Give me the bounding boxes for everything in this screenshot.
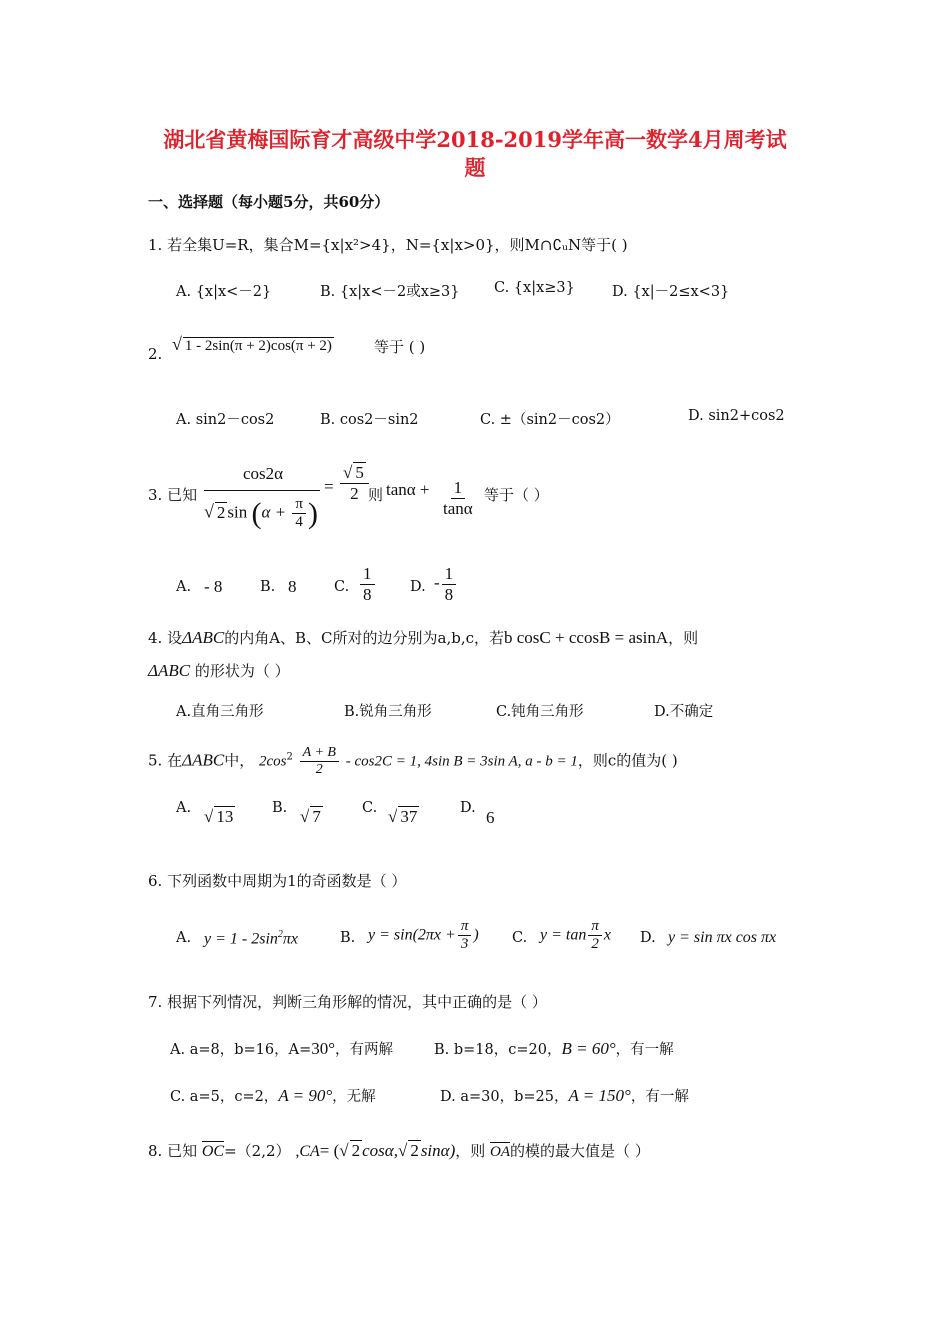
- question-2-number: 2.: [148, 345, 163, 363]
- question-4-line2: ΔABC 的形状为（ ）: [148, 661, 290, 680]
- question-3-option-c: $\frac{1}{8}$: [358, 564, 377, 604]
- question-7-option-d: D. a=30，b=25，A = 150°，有一解: [440, 1086, 689, 1105]
- question-1-option-c: C. {x|x≥3}: [494, 280, 575, 296]
- question-3-reciprocal: $\frac{1}{\tan\alpha}$: [443, 478, 473, 518]
- question-4-option-c: C.钝角三角形: [496, 704, 584, 720]
- question-2-option-a: A. sin2－cos2: [176, 412, 275, 428]
- question-6-option-b: y = sin(2πx + $\frac{\pi}{3}$ ): [368, 918, 479, 953]
- question-5-option-a-label: A.: [176, 800, 192, 816]
- question-3-fraction-bar: [204, 490, 320, 491]
- question-2-option-b: B. cos2－sin2: [320, 412, 419, 428]
- section-heading: 一、选择题（每小题5分，共60分）: [148, 193, 390, 211]
- question-6-option-c-label: C.: [512, 930, 528, 946]
- question-1-option-d: D. {x|－2≤x<3}: [612, 284, 730, 300]
- vector-oa: OA: [490, 1144, 511, 1160]
- document-title-line2: 题: [464, 155, 486, 180]
- question-6-option-c: y = tan $\frac{\pi}{2}$ x: [540, 918, 611, 953]
- question-5-option-d: 6: [486, 808, 495, 827]
- question-3-equals: =: [324, 477, 334, 496]
- question-2-expression: [172, 334, 334, 355]
- question-3-option-b-label: B.: [260, 579, 276, 595]
- question-1-option-a: A. {x|x<－2}: [176, 284, 272, 300]
- radical-sign-icon: √: [172, 334, 182, 354]
- question-4-option-d: D.不确定: [654, 704, 714, 720]
- question-6-option-d: y = sin πx cos πx: [668, 929, 777, 946]
- question-3-then: 则: [368, 486, 384, 504]
- question-3-tail: 等于（ ）: [484, 486, 549, 504]
- question-3-prefix: 3. 已知: [148, 486, 198, 504]
- question-6-option-d-label: D.: [640, 930, 656, 946]
- question-4-option-b: B.锐角三角形: [344, 704, 432, 720]
- question-7-option-c: C. a=5，c=2，A = 90°，无解: [170, 1086, 376, 1105]
- question-8-stem: 8. 已知 OC=（2,2） ,CA= (√ 2 cosα,√ 2 sinα)，则 OA的模的最大值是（ ）: [148, 1141, 650, 1160]
- question-6-option-b-label: B.: [340, 930, 356, 946]
- question-5-option-c: √ 37: [388, 807, 418, 826]
- question-2-radicand: 1 - 2sin(π + 2)cos(π + 2): [184, 338, 332, 354]
- question-2-tail: 等于 ( ): [374, 338, 426, 356]
- question-5-option-c-label: C.: [362, 800, 378, 816]
- question-3-option-a-label: A.: [176, 579, 192, 595]
- question-6-option-a: $y = 1 - 2\sin^2\pi x$: [204, 929, 299, 948]
- question-6-option-a-label: A.: [176, 930, 192, 946]
- question-3-rhs: $\frac{√ 5}{2}$: [338, 462, 371, 503]
- question-7-option-b: B. b=18，c=20，B = 60°，有一解: [434, 1039, 674, 1058]
- question-3-option-a: - 8: [204, 577, 223, 596]
- question-3-option-d: - $\frac{1}{8}$: [434, 564, 458, 604]
- document-title-line1: 湖北省黄梅国际育才高级中学2018-2019学年高一数学4月周考试: [163, 127, 787, 152]
- question-6-stem: 6. 下列函数中周期为1的奇函数是（ ）: [148, 872, 407, 890]
- question-5-option-b-label: B.: [272, 800, 288, 816]
- vector-oc: OC: [201, 1143, 225, 1160]
- question-5-stem: 5. 在ΔABC中， $2\cos^2$ $\frac{A + B}{2}$ - cos2C = 1, 4sin B = 3sin A, a - b = 1，则c的值为( ): [148, 745, 678, 778]
- question-1-stem: 1. 若全集U=R，集合M={x|x²>4}，N={x|x>0}，则M∩∁ᵤN等于( ): [148, 236, 628, 254]
- question-3-tan: tanα +: [386, 480, 430, 499]
- question-4-option-a: A.直角三角形: [176, 704, 264, 720]
- question-5-option-a: √ 13: [204, 807, 234, 826]
- question-2-option-c: C. ±（sin2－cos2）: [480, 412, 620, 428]
- question-4-line1: 4. 设ΔABC的内角A、B、C所对的边分别为a,b,c，若b cosC + ccosB = asinA，则: [148, 628, 699, 647]
- question-3-numerator: cos2α: [242, 464, 284, 483]
- question-2-option-d: D. sin2+cos2: [688, 408, 785, 424]
- question-3-denominator: √ 2 sin (α + $\frac{\pi}{4}$ ): [204, 496, 318, 531]
- question-7-stem: 7. 根据下列情况，判断三角形解的情况，其中正确的是（ ）: [148, 993, 547, 1011]
- question-3-option-b: 8: [288, 577, 297, 596]
- question-3-option-c-label: C.: [334, 579, 350, 595]
- question-1-option-b: B. {x|x<－2或x≥3}: [320, 284, 460, 300]
- question-5-option-d-label: D.: [460, 800, 476, 816]
- question-7-option-a: A. a=8，b=16，A=30°，有两解: [170, 1039, 394, 1058]
- question-3-option-d-label: D.: [410, 579, 426, 595]
- question-5-option-b: √ 7: [300, 807, 321, 826]
